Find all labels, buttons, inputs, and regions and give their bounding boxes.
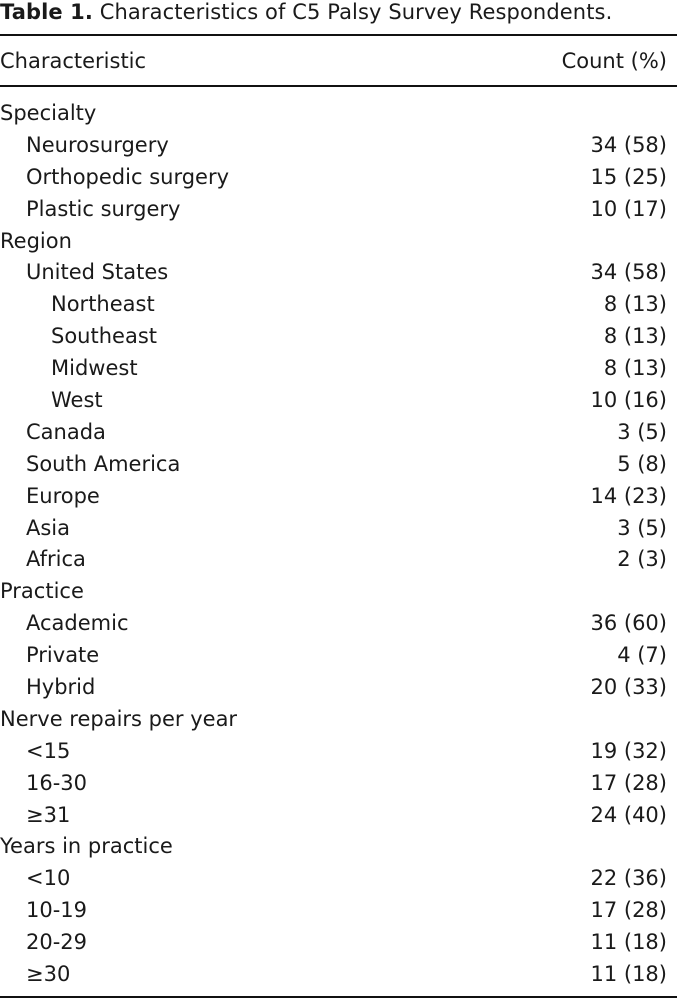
- row-count-value: 5 (8): [617, 451, 667, 476]
- table-row: [0, 289, 677, 321]
- table-top-rule: [0, 34, 677, 36]
- row-label: 20-29: [26, 930, 88, 955]
- row-count-value: 36 (60): [590, 611, 667, 636]
- row-label: 16-30: [26, 770, 88, 795]
- row-label: Plastic surgery: [26, 196, 181, 221]
- row-count-value: 24 (40): [590, 802, 667, 827]
- row-count-value: 10 (16): [590, 388, 667, 413]
- row-label: ≥31: [26, 802, 71, 827]
- row-count-value: 15 (25): [590, 164, 667, 189]
- column-header-characteristic: Characteristic: [0, 49, 147, 73]
- table-section-row: [0, 831, 677, 863]
- row-label: Academic: [26, 611, 129, 636]
- row-count-value: 34 (58): [590, 260, 667, 285]
- table-row: [0, 959, 677, 991]
- row-label: Orthopedic surgery: [26, 164, 230, 189]
- table-row: [0, 895, 677, 927]
- table-row: [0, 927, 677, 959]
- table-row: [0, 513, 677, 545]
- row-count-value: 2 (3): [617, 547, 667, 572]
- table-row: [0, 449, 677, 481]
- table-row: [0, 385, 677, 417]
- row-label: Practice: [0, 579, 84, 604]
- row-label: South America: [26, 451, 181, 476]
- row-label: <15: [26, 738, 71, 763]
- row-count-value: 11 (18): [590, 962, 667, 987]
- row-label: Canada: [26, 419, 106, 444]
- row-label: Years in practice: [0, 834, 173, 859]
- row-label: 10-19: [26, 898, 88, 923]
- table-row: [0, 800, 677, 832]
- row-label: Private: [26, 643, 100, 668]
- row-count-value: 4 (7): [617, 643, 667, 668]
- row-label: Asia: [26, 515, 71, 540]
- row-count-value: 14 (23): [590, 483, 667, 508]
- row-count-value: 10 (17): [590, 196, 667, 221]
- row-count-value: 20 (33): [590, 675, 667, 700]
- table-body: [0, 98, 677, 991]
- row-count-value: 17 (28): [590, 898, 667, 923]
- row-label: Specialty: [0, 101, 97, 125]
- table-row: [0, 863, 677, 895]
- row-label: Southeast: [51, 324, 157, 349]
- row-count-value: 8 (13): [603, 292, 667, 317]
- table-number: Table 1.: [0, 0, 93, 24]
- row-label: Neurosurgery: [26, 132, 169, 157]
- row-label: Midwest: [51, 356, 138, 381]
- table-row: [0, 640, 677, 672]
- row-label: Hybrid: [26, 675, 96, 700]
- row-label: Region: [0, 228, 72, 253]
- table-row: [0, 417, 677, 449]
- table-row: [0, 768, 677, 800]
- row-count-value: 17 (28): [590, 770, 667, 795]
- table-row: [0, 481, 677, 513]
- table-row: [0, 321, 677, 353]
- table-header-rule: [0, 85, 677, 87]
- row-label: Nerve repairs per year: [0, 706, 238, 731]
- table-row: [0, 544, 677, 576]
- row-label: Africa: [26, 547, 86, 572]
- row-label: United States: [26, 260, 169, 285]
- table-row: [0, 130, 677, 162]
- row-count-value: 22 (36): [590, 866, 667, 891]
- row-count-value: 8 (13): [603, 324, 667, 349]
- row-label: Europe: [26, 483, 100, 508]
- table-section-row: [0, 98, 677, 130]
- table-title: Characteristics of C5 Palsy Survey Respondents.: [99, 0, 613, 24]
- table-bottom-rule: [0, 996, 677, 998]
- row-count-value: 34 (58): [590, 132, 667, 157]
- table-row: [0, 353, 677, 385]
- table-row: [0, 194, 677, 226]
- row-label: West: [51, 388, 103, 413]
- table-row: [0, 736, 677, 768]
- table-row: [0, 257, 677, 289]
- table-row: [0, 672, 677, 704]
- row-count-value: 11 (18): [590, 930, 667, 955]
- row-count-value: 3 (5): [617, 419, 667, 444]
- table-section-row: [0, 226, 677, 258]
- row-count-value: 19 (32): [590, 738, 667, 763]
- row-label: <10: [26, 866, 71, 891]
- table-section-row: [0, 704, 677, 736]
- table-caption: [0, 0, 612, 26]
- table-row: [0, 608, 677, 640]
- table-row: [0, 162, 677, 194]
- row-label: ≥30: [26, 962, 71, 987]
- table-section-row: [0, 576, 677, 608]
- row-count-value: 3 (5): [617, 515, 667, 540]
- column-header-count: Count (%): [561, 49, 667, 73]
- row-label: Northeast: [51, 292, 155, 317]
- row-count-value: 8 (13): [603, 356, 667, 381]
